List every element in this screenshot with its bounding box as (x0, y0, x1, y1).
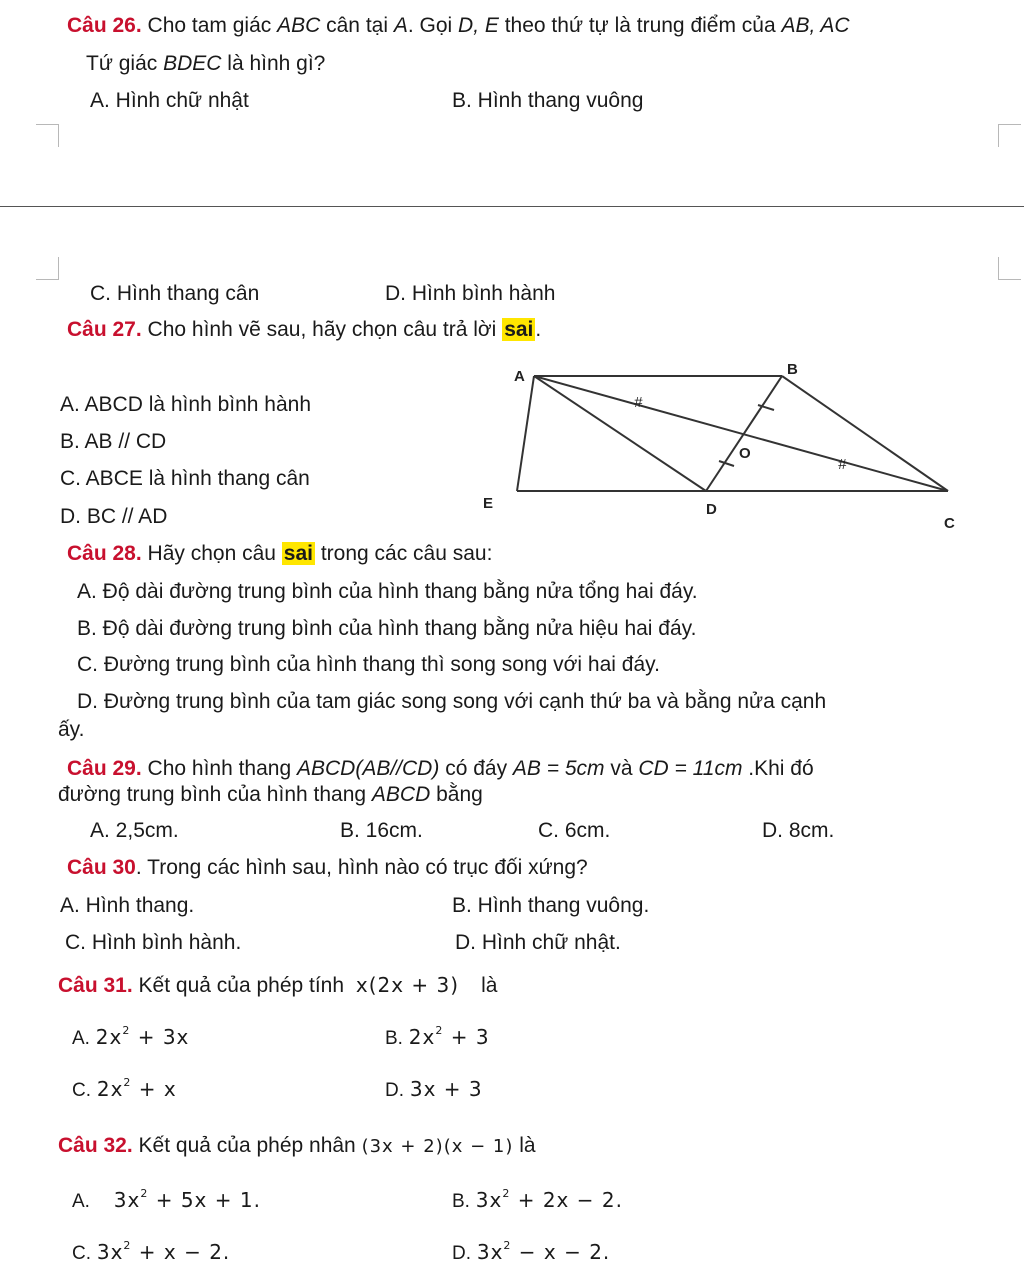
math: 3x (113, 1188, 141, 1212)
q32-option-d (452, 1240, 610, 1265)
crop-mark (998, 257, 1021, 280)
math: + 5x + 1 (148, 1188, 254, 1212)
q26-option-b: B. Hình thang vuông (452, 89, 644, 112)
option-letter: D. (385, 1080, 404, 1101)
point-b-label: B (787, 361, 798, 378)
segment-bc (782, 376, 948, 491)
q29-text: và (604, 757, 639, 780)
point-d-label: D (706, 501, 717, 518)
exponent: 2 (123, 1239, 132, 1253)
option-letter: C. (72, 1243, 91, 1264)
q30-option-c: C. Hình bình hành. (65, 931, 242, 954)
q32-option-b-math (476, 1188, 623, 1212)
math: + 3x (130, 1025, 190, 1049)
point-c-label: C (944, 515, 955, 532)
q28-option-d: D. Đường trung bình của tam giác song song với cạnh thứ ba và bằng nửa cạnh (77, 690, 827, 713)
option-letter: B. (452, 1191, 470, 1212)
q29-text: đường trung bình của hình thang (58, 783, 372, 806)
q27-label: Câu 27. (67, 318, 142, 341)
q26-option-d: D. Hình bình hành (385, 282, 556, 305)
q31-option-a-math (96, 1025, 190, 1049)
option-letter: A. (72, 1028, 90, 1049)
q32-option-b (452, 1188, 623, 1213)
q26-a: A (393, 14, 408, 37)
q26-option-c: C. Hình thang cân (90, 282, 260, 305)
exponent: 2 (123, 1076, 132, 1090)
q29-line2 (58, 783, 483, 807)
segment-ac (534, 376, 948, 491)
option-letter: D. (452, 1243, 471, 1264)
q31-text: Kết quả của phép tính (132, 974, 350, 997)
q28-option-a: A. Độ dài đường trung bình của hình thang bằng nửa tổng hai đáy. (77, 580, 698, 603)
q27-text: Cho hình vẽ sau, hãy chọn câu trả lời (141, 318, 503, 341)
exponent: 2 (503, 1239, 512, 1253)
q27-option-d: D. BC // AD (60, 505, 168, 528)
math: 3x (476, 1240, 504, 1264)
q29-line1 (67, 757, 814, 781)
q32-text: là (513, 1134, 536, 1157)
q28-line1 (67, 542, 492, 566)
segment-ad (534, 376, 706, 491)
q32-option-d-math (477, 1240, 610, 1264)
q26-line1 (67, 14, 850, 38)
option-letter: C. (72, 1080, 91, 1101)
q31-option-d (385, 1077, 483, 1102)
q29-option-d: D. 8cm. (762, 819, 835, 842)
q26-text: theo thứ tự là trung điểm của (498, 14, 782, 37)
q27-line1 (67, 318, 541, 342)
q31-option-c (72, 1077, 177, 1102)
math: 3x (96, 1240, 124, 1264)
q26-text: là hình gì? (221, 52, 326, 75)
math: 2x (95, 1025, 123, 1049)
q31-option-b-math (409, 1025, 490, 1049)
q32-option-a-math (114, 1188, 261, 1212)
q26-line2 (86, 52, 325, 76)
q30-line1 (67, 856, 588, 880)
math: + x (131, 1077, 177, 1101)
q28-text: Hãy chọn câu (141, 542, 282, 565)
math: + x − 2 (131, 1240, 223, 1264)
q30-option-b: B. Hình thang vuông. (452, 894, 650, 917)
q27-option-c: C. ABCE là hình thang cân (60, 467, 310, 490)
q32-option-a (72, 1188, 261, 1213)
q28-option-c: C. Đường trung bình của hình thang thì song song với hai đáy. (77, 653, 660, 676)
option-letter: A. (72, 1191, 90, 1212)
q32-expression: (3x + 2)(x − 1) (361, 1136, 514, 1157)
option-letter: B. (385, 1028, 403, 1049)
math: 2x (96, 1077, 124, 1101)
q26-bdec: BDEC (163, 52, 222, 75)
crop-mark (36, 124, 59, 147)
q26-abc: ABC (277, 14, 321, 37)
point-e-label: E (483, 495, 494, 512)
equal-mark-label: # (634, 394, 643, 411)
math: + 3 (443, 1025, 490, 1049)
q29-option-c: C. 6cm. (538, 819, 611, 842)
q31-option-a (72, 1025, 189, 1050)
q31-line1 (58, 973, 497, 998)
q32-option-c-math (97, 1240, 230, 1264)
q29-abcd: ABCD (371, 783, 431, 806)
q28-option-d-cont: ấy. (58, 718, 85, 741)
math: . (222, 1240, 231, 1264)
q26-text: . Gọi (407, 14, 459, 37)
q27-option-b: B. AB // CD (60, 430, 167, 453)
q32-option-c (72, 1240, 230, 1265)
q30-option-a: A. Hình thang. (60, 894, 195, 917)
q29-eq1: AB = 5cm (512, 757, 605, 780)
q26-de: D, E (458, 14, 499, 37)
crop-mark (36, 257, 59, 280)
q27-text: . (535, 318, 542, 341)
q26-label: Câu 26. (67, 14, 142, 37)
math: . (602, 1240, 611, 1264)
q26-text: cân tại (320, 14, 394, 37)
q29-eq2: CD = 11cm (638, 757, 743, 780)
q29-text: bằng (430, 783, 483, 806)
q26-abac: AB, AC (781, 14, 850, 37)
point-o-label: O (739, 445, 751, 462)
q28-label: Câu 28. (67, 542, 142, 565)
equal-mark-label: # (838, 456, 847, 473)
math: + 2x − 2 (510, 1188, 616, 1212)
q29-text: Cho hình thang (141, 757, 297, 780)
q27-highlight-sai: sai (504, 318, 534, 341)
q32-label: Câu 32. (58, 1134, 133, 1157)
math: 3x (475, 1188, 503, 1212)
q32-line1 (58, 1134, 536, 1158)
math: . (615, 1188, 623, 1212)
q31-text: là (481, 974, 498, 997)
point-a-label: A (514, 368, 525, 385)
q29-label: Câu 29. (67, 757, 142, 780)
q29-name: ABCD(AB//CD) (297, 757, 440, 780)
exponent: 2 (435, 1024, 444, 1038)
q28-option-b: B. Độ dài đường trung bình của hình thang bằng nửa hiệu hai đáy. (77, 617, 697, 640)
q31-option-d-math: 3x + 3 (409, 1077, 483, 1101)
q30-label: Câu 30 (67, 856, 136, 879)
math: . (253, 1188, 261, 1212)
q31-label: Câu 31. (58, 974, 133, 997)
q30-option-d: D. Hình chữ nhật. (455, 931, 621, 954)
q29-option-b: B. 16cm. (340, 819, 423, 842)
q26-option-a: A. Hình chữ nhật (90, 89, 249, 112)
math: − x − 2 (511, 1240, 603, 1264)
q32-text: Kết quả của phép nhân (132, 1134, 362, 1157)
q31-option-c-math (97, 1077, 177, 1101)
q29-text: .Khi đó (742, 757, 814, 780)
exponent: 2 (140, 1187, 149, 1201)
q26-text: Tứ giác (86, 52, 164, 75)
math: 2x (408, 1025, 436, 1049)
segment-ae (517, 376, 534, 491)
crop-mark (998, 124, 1021, 147)
exponent: 2 (122, 1024, 131, 1038)
q29-text: có đáy (439, 757, 513, 780)
exponent: 2 (502, 1187, 511, 1201)
q28-highlight-sai: sai (283, 542, 313, 565)
q31-expression: x(2x + 3) (355, 973, 460, 997)
q28-text: trong các câu sau: (315, 542, 493, 565)
q27-figure (470, 350, 970, 540)
page-separator (0, 206, 1024, 207)
q26-text: Cho tam giác (141, 14, 278, 37)
q27-option-a: A. ABCD là hình bình hành (60, 393, 312, 416)
q30-text: . Trong các hình sau, hình nào có trục đối xứng? (135, 856, 588, 879)
q31-option-b (385, 1025, 490, 1050)
q29-option-a: A. 2,5cm. (90, 819, 179, 842)
